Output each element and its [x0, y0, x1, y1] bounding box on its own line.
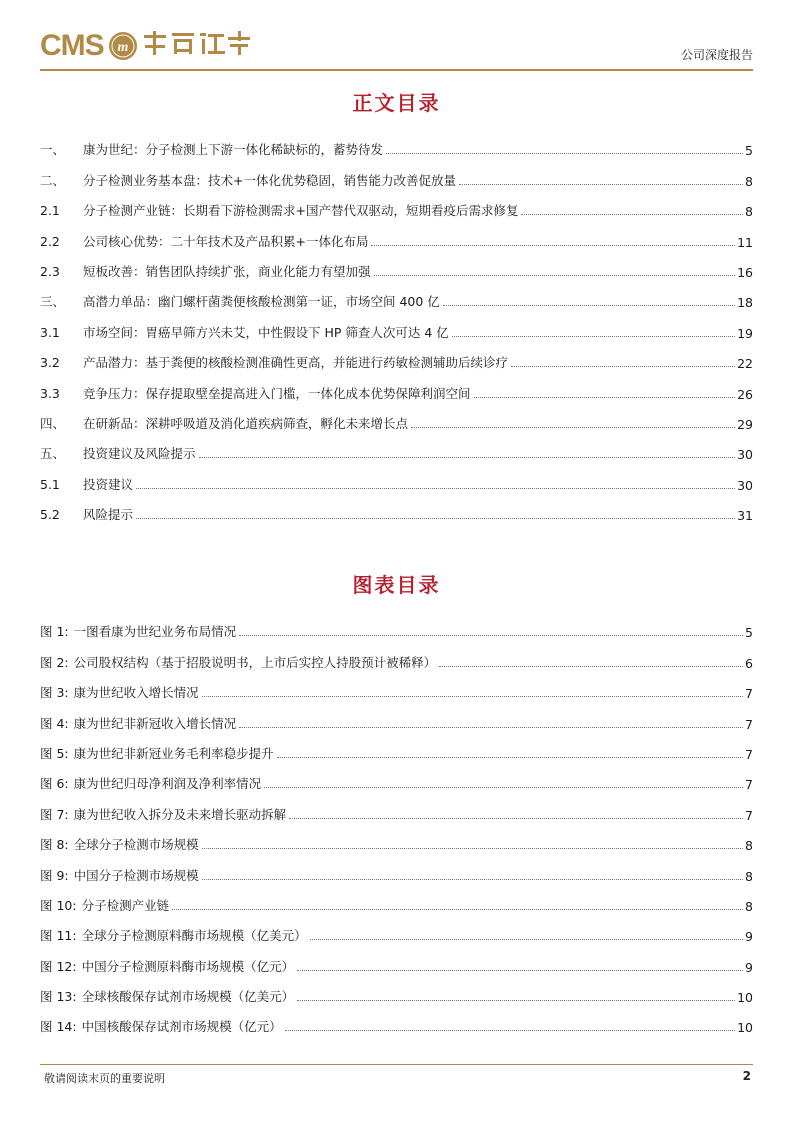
- toc-entry[interactable]: [40, 371, 753, 401]
- logo-cn-wordmark: [142, 29, 252, 57]
- toc-entry-page: 26: [737, 386, 753, 402]
- toc-entry-text: 公司核心优势：二十年技术及产品积累+一体化布局: [83, 233, 369, 249]
- figure-entry-number: 图 3:: [40, 685, 69, 701]
- toc-entry-label: [40, 505, 134, 523]
- figure-entry-page: 7: [745, 746, 753, 762]
- toc-entry-text: 竞争压力：保存提取壁垒提高进入门槛，一体化成本优势保障利润空间: [83, 385, 471, 401]
- figure-entry-label: [40, 622, 237, 640]
- toc-entry-number: 五、: [40, 446, 66, 462]
- toc-entry-page: 11: [737, 234, 753, 250]
- figure-entry[interactable]: [40, 823, 753, 853]
- toc-list: [40, 128, 753, 523]
- toc-entry-page: 22: [737, 356, 753, 372]
- figure-entry-text: 康为世纪收入拆分及未来增长驱动拆解: [73, 806, 287, 822]
- figure-entry[interactable]: [40, 853, 753, 883]
- figure-entry-text: 全球分子检测市场规模: [73, 837, 199, 853]
- toc-entry-page: 16: [737, 264, 753, 280]
- toc-entry-label: [40, 201, 519, 219]
- toc-entry-number: 3.3: [40, 385, 60, 401]
- svg-text:m: m: [117, 40, 129, 55]
- toc-entry-text: 投资建议: [83, 476, 134, 492]
- figure-entry[interactable]: [40, 975, 753, 1005]
- figure-entry-number: 图 2:: [40, 654, 69, 670]
- toc-entry-number: 5.1: [40, 476, 60, 492]
- toc-entry-page: 30: [737, 477, 753, 493]
- toc-entry-page: 19: [737, 325, 753, 341]
- figure-entry-page: 8: [745, 898, 753, 914]
- figure-entry[interactable]: [40, 792, 753, 822]
- dot-leader: [199, 457, 736, 458]
- toc-entry-page: 8: [745, 173, 753, 189]
- figure-entry-label: [40, 774, 262, 792]
- toc-entry-text: 风险提示: [83, 507, 134, 523]
- dot-leader: [172, 909, 743, 910]
- dot-leader: [289, 818, 743, 819]
- toc-title: 正文目录: [352, 91, 441, 115]
- figure-entry-text: 康为世纪收入增长情况: [73, 685, 199, 701]
- dot-leader: [386, 153, 743, 154]
- logo-cms-text: CMS: [40, 29, 104, 62]
- figure-entry-text: 公司股权结构（基于招股说明书，上市后实控人持股预计被稀释）: [73, 654, 437, 670]
- figure-entry-number: 图 10:: [40, 897, 77, 913]
- toc-entry-label: [40, 262, 372, 280]
- figure-entry[interactable]: [40, 944, 753, 974]
- dot-leader: [371, 245, 735, 246]
- toc-entry[interactable]: [40, 310, 753, 340]
- dot-leader: [202, 848, 743, 849]
- figure-entry-number: 图 8:: [40, 837, 69, 853]
- toc-entry-number: 3.1: [40, 324, 60, 340]
- figure-entry-label: [40, 866, 200, 884]
- dot-leader: [443, 305, 735, 306]
- dot-leader: [297, 970, 743, 971]
- figure-entry[interactable]: [40, 762, 753, 792]
- dot-leader: [264, 787, 743, 788]
- dot-leader: [374, 275, 736, 276]
- toc-entry[interactable]: [40, 128, 753, 158]
- figure-entry-page: 6: [745, 655, 753, 671]
- dot-leader: [239, 727, 743, 728]
- toc-entry[interactable]: [40, 462, 753, 492]
- footer-note: 敬请阅读末页的重要说明: [44, 1072, 165, 1085]
- dot-leader: [511, 366, 735, 367]
- toc-entry-number: 三、: [40, 294, 66, 310]
- figure-entry-page: 9: [745, 959, 753, 975]
- toc-entry-text: 分子检测产业链：长期看下游检测需求+国产替代双驱动，短期看疫后需求修复: [83, 203, 519, 219]
- toc-entry-label: [40, 171, 457, 189]
- figure-entry-label: [40, 957, 295, 975]
- figure-entry-page: 8: [745, 838, 753, 854]
- figure-entry[interactable]: [40, 701, 753, 731]
- toc-entry-text: 产品潜力：基于粪便的核酸检测准确性更高，并能进行药敏检测辅助后续诊疗: [83, 355, 509, 371]
- toc-entry[interactable]: [40, 493, 753, 523]
- company-logo: [40, 26, 252, 66]
- dot-leader: [310, 939, 743, 940]
- toc-entry-number: 四、: [40, 415, 66, 431]
- figure-entry-text: 中国分子检测原料酶市场规模（亿元）: [81, 958, 295, 974]
- toc-entry[interactable]: [40, 432, 753, 462]
- figure-entry-number: 图 13:: [40, 989, 77, 1005]
- figure-entry-page: 8: [745, 868, 753, 884]
- toc-entry-number: 二、: [40, 172, 66, 188]
- toc-entry-text: 高潜力单品：幽门螺杆菌粪便核酸检测第一证，市场空间 400 亿: [83, 294, 440, 310]
- figure-entry[interactable]: [40, 732, 753, 762]
- toc-entry-number: 2.1: [40, 203, 60, 219]
- toc-entry[interactable]: [40, 280, 753, 310]
- figure-entry-page: 7: [745, 807, 753, 823]
- toc-entry-label: [40, 353, 509, 371]
- toc-entry-label: [40, 232, 369, 250]
- figures-list: [40, 610, 753, 1035]
- toc-entry-text: 短板改善：销售团队持续扩张，商业化能力有望加强: [83, 263, 371, 279]
- logo-cn-text: [142, 29, 252, 63]
- figure-entry-label: [40, 653, 437, 671]
- toc-entry-number: 2.3: [40, 263, 60, 279]
- toc-entry-page: 29: [737, 416, 753, 432]
- toc-entry-page: 5: [745, 143, 753, 159]
- toc-entry-number: 3.2: [40, 355, 60, 371]
- figure-entry-number: 图 14:: [40, 1019, 77, 1035]
- dot-leader: [521, 214, 743, 215]
- toc-entry-number: 5.2: [40, 507, 60, 523]
- toc-entry-number: 一、: [40, 142, 66, 158]
- figure-entry-number: 图 1:: [40, 624, 69, 640]
- figure-entry-text: 中国分子检测市场规模: [73, 867, 199, 883]
- page-number: 2: [742, 1069, 751, 1083]
- document-type: 公司深度报告: [680, 48, 753, 62]
- figure-entry-number: 图 7:: [40, 806, 69, 822]
- figure-entry-text: 中国核酸保存试剂市场规模（亿元）: [81, 1019, 282, 1035]
- figure-entry-text: 一图看康为世纪业务布局情况: [73, 624, 237, 640]
- toc-entry-text: 投资建议及风险提示: [83, 446, 196, 462]
- dot-leader: [202, 879, 743, 880]
- toc-entry-page: 8: [745, 204, 753, 220]
- figure-entry[interactable]: [40, 1005, 753, 1035]
- dot-leader: [459, 184, 743, 185]
- figure-entry[interactable]: [40, 884, 753, 914]
- figure-entry-text: 全球分子检测原料酶市场规模（亿美元）: [81, 928, 307, 944]
- figure-entry-page: 7: [745, 686, 753, 702]
- figure-entry-page: 5: [745, 625, 753, 641]
- figure-entry-number: 图 5:: [40, 745, 69, 761]
- toc-entry[interactable]: [40, 341, 753, 371]
- toc-entry-label: [40, 444, 197, 462]
- footer-divider: [40, 1064, 753, 1065]
- figure-entry-label: [40, 683, 200, 701]
- dot-leader: [297, 1000, 735, 1001]
- toc-entry-label: [40, 140, 384, 158]
- dot-leader: [277, 757, 743, 758]
- figure-entry-text: 分子检测产业链: [81, 897, 170, 913]
- toc-entry[interactable]: [40, 158, 753, 188]
- figure-entry-label: [40, 714, 237, 732]
- dot-leader: [239, 635, 743, 636]
- figure-entry-label: [40, 744, 275, 762]
- dot-leader: [439, 666, 743, 667]
- dot-leader: [474, 397, 736, 398]
- figure-entry-number: 图 11:: [40, 928, 77, 944]
- figure-entry[interactable]: [40, 610, 753, 640]
- toc-entry-label: [40, 475, 134, 493]
- dot-leader: [136, 518, 735, 519]
- figure-entry-number: 图 9:: [40, 867, 69, 883]
- figures-title: 图表目录: [352, 573, 441, 597]
- figure-entry-page: 10: [737, 1020, 753, 1036]
- figure-entry-label: [40, 805, 287, 823]
- header-divider: [40, 69, 753, 71]
- figure-entry-label: [40, 1017, 283, 1035]
- dot-leader: [136, 488, 735, 489]
- toc-entry[interactable]: [40, 189, 753, 219]
- toc-entry-label: [40, 414, 409, 432]
- figure-entry-page: 9: [745, 929, 753, 945]
- figure-entry-label: [40, 896, 170, 914]
- figure-entry-text: 康为世纪非新冠业务毛利率稳步提升: [73, 745, 274, 761]
- toc-entry-text: 在研新品：深耕呼吸道及消化道疾病筛查，孵化未来增长点: [83, 415, 409, 431]
- toc-entry[interactable]: [40, 219, 753, 249]
- figure-entry-text: 康为世纪非新冠收入增长情况: [73, 715, 237, 731]
- toc-entry-text: 分子检测业务基本盘：技术+一体化优势稳固，销售能力改善促放量: [83, 172, 456, 188]
- figure-entry-number: 图 6:: [40, 776, 69, 792]
- figure-entry[interactable]: [40, 671, 753, 701]
- toc-entry-page: 30: [737, 447, 753, 463]
- toc-entry-label: [40, 323, 450, 341]
- dot-leader: [202, 696, 743, 697]
- toc-entry-number: 2.2: [40, 233, 60, 249]
- figure-entry[interactable]: [40, 914, 753, 944]
- figure-entry-page: 10: [737, 990, 753, 1006]
- page-header: [40, 22, 753, 68]
- figure-entry-page: 7: [745, 716, 753, 732]
- toc-entry-page: 31: [737, 508, 753, 524]
- toc-entry[interactable]: [40, 402, 753, 432]
- figure-entry-number: 图 12:: [40, 958, 77, 974]
- figure-entry-label: [40, 987, 295, 1005]
- figure-entry-label: [40, 835, 200, 853]
- figure-entry-page: 7: [745, 777, 753, 793]
- figure-entry-text: 全球核酸保存试剂市场规模（亿美元）: [81, 989, 295, 1005]
- dot-leader: [452, 336, 735, 337]
- figure-entry-number: 图 4:: [40, 715, 69, 731]
- figure-entry-label: [40, 926, 308, 944]
- dot-leader: [411, 427, 735, 428]
- figure-entry[interactable]: [40, 640, 753, 670]
- toc-entry-label: [40, 384, 472, 402]
- logo-seal-icon: [108, 31, 138, 61]
- toc-entry-text: 市场空间：胃癌早筛方兴未艾，中性假设下 HP 筛查人次可达 4 亿: [83, 324, 449, 340]
- toc-entry-text: 康为世纪：分子检测上下游一体化稀缺标的，蓄势待发: [83, 142, 384, 158]
- figure-entry-text: 康为世纪归母净利润及净利率情况: [73, 776, 262, 792]
- dot-leader: [285, 1030, 735, 1031]
- toc-entry-label: [40, 292, 441, 310]
- toc-entry[interactable]: [40, 250, 753, 280]
- toc-entry-page: 18: [737, 295, 753, 311]
